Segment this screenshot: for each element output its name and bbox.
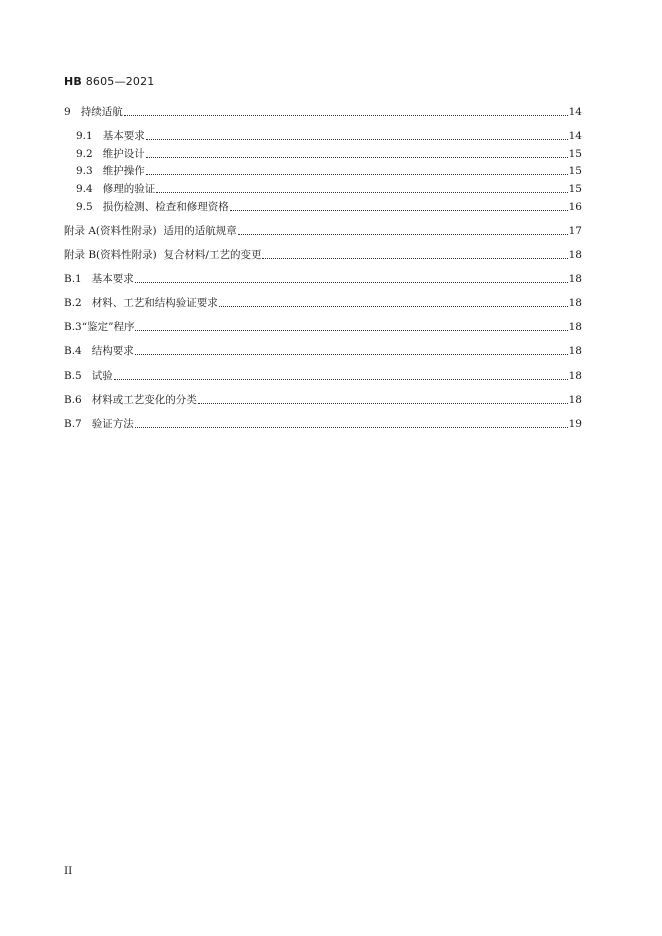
toc-entry-page: 14 — [568, 106, 582, 118]
toc-entry-title: 结构要求 — [91, 345, 134, 357]
toc-entry-number: 9 — [64, 106, 71, 118]
toc-entry-title: 试验 — [91, 370, 113, 382]
toc-entry-number: 附录 A(资料性附录) — [64, 225, 157, 237]
toc-entry-number: B.7 — [64, 418, 82, 430]
toc-entry-page: 18 — [568, 370, 582, 382]
toc-entry-title: 维护设计 — [102, 148, 145, 160]
toc-entry-title: 损伤检测、检查和修理资格 — [102, 201, 229, 213]
toc-entry-page: 18 — [568, 297, 582, 309]
toc-entry-number: 9.1 — [76, 130, 93, 142]
toc-dot-leader — [135, 427, 568, 428]
toc-dot-leader — [114, 379, 568, 380]
toc-entry-title: 验证方法 — [91, 418, 134, 430]
toc-entry-gap — [157, 247, 164, 263]
toc-entry-gap — [82, 271, 92, 287]
toc-entry-title: 修理的验证 — [102, 183, 156, 195]
toc-entry-title: 维护操作 — [102, 165, 145, 177]
toc-entry-number: B.5 — [64, 370, 82, 382]
document-code — [64, 75, 155, 88]
toc-dot-leader — [198, 403, 568, 404]
toc-dot-leader — [238, 234, 568, 235]
toc-entry-title: 材料或工艺变化的分类 — [91, 394, 197, 406]
toc-dot-leader — [135, 354, 568, 355]
toc-entry-9-1[interactable] — [76, 128, 582, 144]
toc-entry-page: 17 — [568, 225, 582, 237]
toc-entry-b-1[interactable] — [64, 271, 582, 287]
toc-entry-b-3[interactable] — [64, 319, 582, 335]
toc-entry-9[interactable] — [64, 104, 582, 120]
toc-dot-leader — [146, 174, 568, 175]
toc-entry-page: 18 — [568, 249, 582, 261]
toc-entry-number: 9.4 — [76, 183, 93, 195]
toc-entry-gap — [157, 223, 164, 239]
toc-dot-leader — [219, 306, 568, 307]
toc-dot-leader — [135, 330, 567, 331]
toc-entry-b-2[interactable] — [64, 295, 582, 311]
toc-dot-leader — [156, 192, 567, 193]
toc-entry-b-4[interactable] — [64, 343, 582, 359]
toc-entry-appendix-a[interactable] — [64, 223, 582, 239]
toc-entry-b-6[interactable] — [64, 392, 582, 408]
toc-entry-9-4[interactable] — [76, 181, 582, 197]
toc-entry-page: 14 — [568, 130, 582, 142]
toc-entry-number: B.2 — [64, 297, 82, 309]
toc-entry-page: 18 — [568, 345, 582, 357]
toc-entry-number: 9.2 — [76, 148, 93, 160]
toc-entry-b-5[interactable] — [64, 368, 582, 384]
toc-entry-title: 持续适航 — [80, 106, 123, 118]
toc-entry-page: 18 — [568, 321, 582, 333]
toc-entry-page: 15 — [568, 148, 582, 160]
toc-entry-b-7[interactable] — [64, 416, 582, 432]
toc-entry-gap — [82, 392, 92, 408]
toc-entry-page: 18 — [568, 273, 582, 285]
toc-entry-gap — [82, 416, 92, 432]
toc-entry-appendix-b[interactable] — [64, 247, 582, 263]
toc-dot-leader — [262, 258, 567, 259]
toc-entry-number: B.1 — [64, 273, 82, 285]
toc-entry-title: 基本要求 — [102, 130, 145, 142]
toc-entry-number: 9.3 — [76, 165, 93, 177]
toc-entry-page: 15 — [568, 183, 582, 195]
toc-entry-gap — [93, 181, 103, 197]
toc-dot-leader — [135, 282, 568, 283]
toc-entry-9-2[interactable] — [76, 146, 582, 162]
toc-entry-gap — [71, 104, 81, 120]
toc-entry-9-3[interactable] — [76, 163, 582, 179]
toc-entry-title: 基本要求 — [91, 273, 134, 285]
toc-entry-page: 19 — [568, 418, 582, 430]
document-code-number: 8605—2021 — [82, 75, 155, 88]
toc-entry-gap — [93, 146, 103, 162]
toc-dot-leader — [124, 115, 568, 116]
toc-dot-leader — [230, 210, 568, 211]
toc-entry-title: 材料、工艺和结构验证要求 — [91, 297, 218, 309]
toc-entry-title: “鉴定”程序 — [81, 321, 135, 333]
toc-entry-gap — [82, 368, 92, 384]
toc-entry-number: B.4 — [64, 345, 82, 357]
toc-entry-page: 18 — [568, 394, 582, 406]
toc-entry-9-5[interactable] — [76, 199, 582, 215]
toc-entry-title: 适用的适航规章 — [163, 225, 237, 237]
toc-entry-number: 附录 B(资料性附录) — [64, 249, 157, 261]
toc-entry-number: B.3 — [64, 321, 82, 333]
page-number: II — [64, 865, 73, 877]
toc-entry-title: 复合材料/工艺的变更 — [163, 249, 262, 261]
toc-dot-leader — [146, 157, 568, 158]
toc-entry-page: 16 — [568, 201, 582, 213]
toc-entry-page: 15 — [568, 165, 582, 177]
toc-dot-leader — [146, 139, 568, 140]
toc-entry-gap — [82, 343, 92, 359]
toc-entry-gap — [93, 128, 103, 144]
toc-entry-gap — [82, 295, 92, 311]
document-code-prefix: HB — [64, 75, 82, 88]
toc-entry-gap — [93, 199, 103, 215]
toc-entry-number: 9.5 — [76, 201, 93, 213]
toc-entry-gap — [93, 163, 103, 179]
toc-entry-number: B.6 — [64, 394, 82, 406]
